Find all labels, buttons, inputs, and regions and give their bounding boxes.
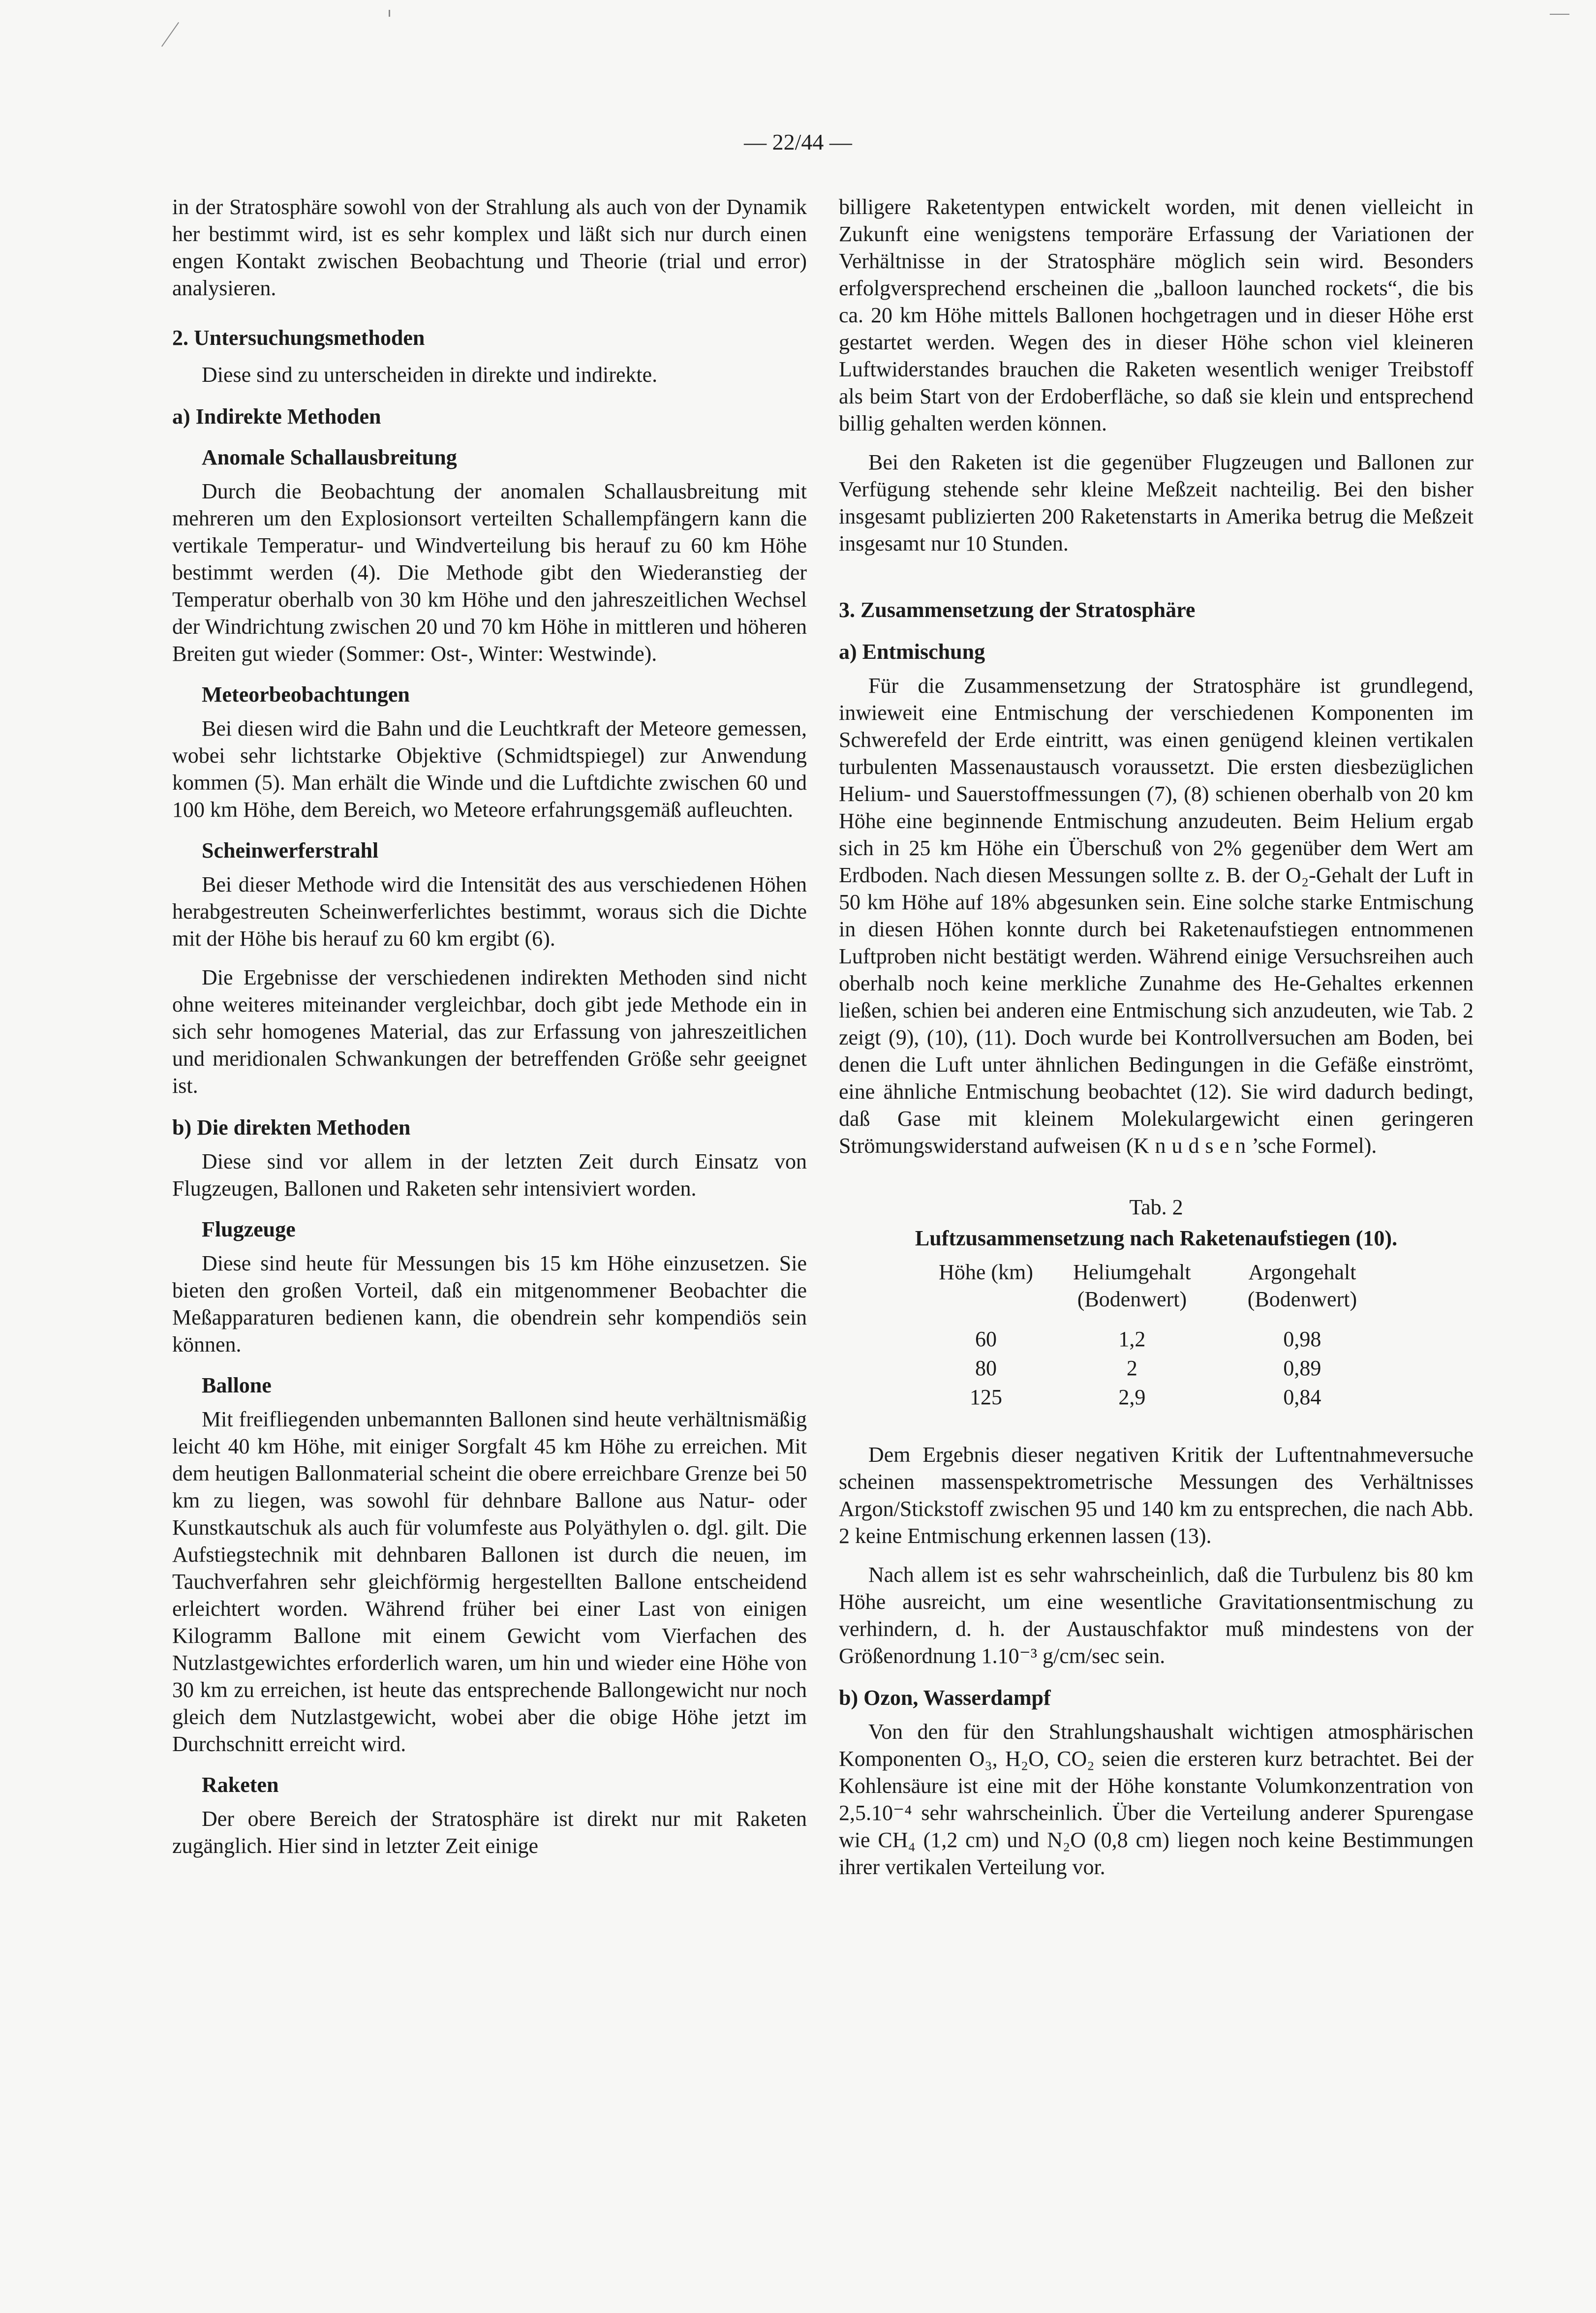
- table-caption: Tab. 2: [1129, 1195, 1183, 1219]
- table-title: Luftzusammensetzung nach Raketenaufstiegen (10).: [915, 1226, 1398, 1250]
- paragraph: Nach allem ist es sehr wahrscheinlich, daß die Turbulenz bis 80 km Höhe ausreicht, um eine wesentliche Gravitationsentmischung zu verhindern, d. h. der Austauschfaktor muß mindestens von der Größenordnung 1.10⁻³ g/cm/sec sein.: [839, 1563, 1473, 1668]
- table-header-row: [925, 1259, 1387, 1313]
- paragraph: billigere Raketentypen entwickelt worden, mit denen vielleicht in Zukunft eine wenigstens temporäre Erfassung der Variationen der Verhältnisse in der Stratosphäre möglich sein wird. Besonders erfolgversprechend erscheinen die „balloon launched rockets“, die bis ca. 20 km Höhe mittels Ballonen hochgetragen und in dieser Höhe erst gestartet werden. Wegen des in dieser Höhe schon viel kleineren Luftwiderstandes brauchen die Raketen wesentlich weniger Treibstoff als beim Start von der Erdoberfläche, so daß sie klein und entsprechend billig gehalten werden können.: [839, 195, 1473, 435]
- table-row: [925, 1383, 1387, 1412]
- method-heading: Flugzeuge: [202, 1217, 296, 1241]
- table-cell: 80: [975, 1356, 997, 1380]
- paragraph: [839, 672, 1473, 1159]
- right-column: [839, 193, 1473, 1892]
- scan-mark: [161, 22, 179, 47]
- subsection-heading: a) Entmischung: [839, 640, 985, 664]
- paragraph: Von den für den Strahlungshaushalt wichtigen atmosphärischen Komponenten O₃, H₂O, CO₂ seien die ersteren kurz betrachtet. Bei der Kohlensäure ist eine mit der Höhe konstante Volumkonzentration von 2,5.10⁻⁴ sehr wahrscheinlich. Über die Verteilung anderer Spurengase wie CH₄ (1,2 cm) und N₂O (0,8 cm) liegen noch keine Bestimmungen ihrer vertikalen Verteilung vor.: [839, 1720, 1473, 1879]
- subsection-heading: b) Die direkten Methoden: [172, 1115, 411, 1140]
- paragraph-text: ’sche Formel).: [1252, 1134, 1377, 1158]
- paragraph: Diese sind vor allem in der letzten Zeit durch Einsatz von Flugzeugen, Ballonen und Raketen sehr intensiviert worden.: [172, 1149, 807, 1201]
- paragraph: Durch die Beobachtung der anomalen Schallausbreitung mit mehreren um den Explosionsort verteilten Schallempfängern kann die vertikale Temperatur- und Windverteilung bis herauf zu 60 km Höhe bestimmt werden (4). Die Methode gibt den Wiederanstieg der Temperatur oberhalb von 30 km Höhe und den jahreszeitlichen Wechsel der Windrichtung zwischen 20 und 70 km Höhe in mittleren und höheren Breiten gut wieder (Sommer: Ost-, Winter: Westwinde).: [172, 479, 807, 666]
- author-name: Knudsen: [1133, 1134, 1252, 1158]
- paragraph: Bei den Raketen ist die gegenüber Flugzeugen und Ballonen zur Verfügung stehende sehr kleine Meßzeit nachteilig. Bei den bisher insgesamt publizierten 200 Raketenstarts in Amerika betrug die Meßzeit insgesamt nur 10 Stunden.: [839, 450, 1473, 555]
- table-cell: 0,98: [1283, 1327, 1321, 1351]
- table-row: [925, 1313, 1387, 1354]
- left-column: [172, 193, 807, 1871]
- paragraph: Mit freifliegenden unbemannten Ballonen sind heute verhältnismäßig leicht 40 km Höhe, mit einiger Sorgfalt 45 km Höhe zu erreichen. Mit dem heutigen Ballonmaterial scheint die obere erreichbare Grenze bei 50 km zu liegen, was sowohl für dehnbare Ballone aus Natur- oder Kunstkautschuk als auch für volumfeste aus Polyäthylen o. dgl. gilt. Die Aufstiegstechnik mit dehnbaren Ballonen ist durch die neuen, im Tauchverfahren sehr gleichförmig hergestellten Ballone entscheidend erleichtert worden. Während früher bei einer Last von einigen Kilogramm Ballone mit einem Gewicht vom Vierfachen des Nutzlastgewichtes erforderlich waren, um hin und wieder eine Höhe von 30 km zu erreichen, ist heute das entsprechende Ballongewicht nur noch gleich dem Nutzlastgewicht, wobei aber die obige Höhe jetzt im Durchschnitt erreicht wird.: [172, 1407, 807, 1756]
- table-row: [925, 1354, 1387, 1383]
- method-heading: Ballone: [202, 1373, 272, 1397]
- page-number: — 22/44 —: [744, 129, 852, 154]
- paragraph: Bei diesen wird die Bahn und die Leuchtkraft der Meteore gemessen, wobei sehr lichtstarke Objektive (Schmidtspiegel) zur Anwendung kommen (5). Man erhält die Winde und die Luftdichte zwischen 60 und 100 km Höhe, dem Bereich, wo Meteore erfahrungsgemäß aufleuchten.: [172, 716, 807, 822]
- composition-table: [925, 1259, 1387, 1412]
- table-cell: 125: [970, 1385, 1002, 1409]
- section-heading: 3. Zusammensetzung der Stratosphäre: [839, 598, 1196, 622]
- paragraph: Die Ergebnisse der verschiedenen indirekten Methoden sind nicht ohne weiteres miteinander vergleichbar, doch gibt jede Methode ein in sich sehr homogenes Material, das zur Erfassung von jahreszeitlichen und meridionalen Schwankungen der betreffenden Größe sehr geeignet ist.: [172, 965, 807, 1098]
- scan-mark: [389, 10, 390, 17]
- subsection-heading: b) Ozon, Wasserdampf: [839, 1686, 1051, 1710]
- table-cell: 0,89: [1283, 1356, 1321, 1380]
- section-heading: 2. Untersuchungsmethoden: [172, 326, 425, 350]
- paragraph: Der obere Bereich der Stratosphäre ist direkt nur mit Raketen zugänglich. Hier sind in letzter Zeit einige: [172, 1807, 807, 1858]
- method-heading: Anomale Schallausbreitung: [202, 445, 457, 469]
- table-cell: 0,84: [1283, 1385, 1321, 1409]
- table-cell: 60: [975, 1327, 997, 1351]
- subsection-heading: a) Indirekte Methoden: [172, 404, 381, 429]
- method-heading: Scheinwerferstrahl: [202, 838, 379, 863]
- table-2: [839, 1194, 1473, 1412]
- method-heading: Raketen: [202, 1773, 279, 1797]
- table-cell: 2: [1126, 1356, 1137, 1380]
- paragraph: Bei dieser Methode wird die Intensität des aus verschiedenen Höhen herabgestreuten Scheinwerferlichtes bestimmt, woraus sich die Dichte mit der Höhe bis herauf zu 60 km ergibt (6).: [172, 872, 807, 951]
- table-cell: 2,9: [1118, 1385, 1146, 1409]
- paragraph-text: Für die Zusammensetzung der Stratosphäre ist grundlegend, inwieweit eine Entmischung der verschiedenen Komponenten im Schwerefeld der Erde eintritt, was einen genügend kleinen vertikalen turbulenten Massenaustausch voraussetzt. Die ersten diesbezüglichen Helium- und Sauerstoffmessungen (7), (8) schienen oberhalb von 20 km Höhe eine beginnende Entmischung anzudeuten. Beim Helium ergab sich in 25 km Höhe ein Überschuß von 2% gegenüber dem Wert am Erdboden. Nach diesen Messungen sollte z. B. der O₂-Gehalt der Luft in 50 km Höhe auf 18% abgesunken sein. Eine solche starke Entmischung in diesen Höhen konnte durch bei Raketenaufstiegen entnommenen Luftproben nicht bestätigt werden. Während einige Versuchsreihen auch oberhalb noch keine merkliche Zunahme des He-Gehaltes erkennen ließen, schien bei anderen eine Entmischung sich anzudeuten, wie Tab. 2 zeigt (9), (10), (11). Doch wurde bei Kontrollversuchen am Boden, bei denen die Luft unter ähnlichen Bedingungen in die Gefäße einströmt, eine ähnliche Entmischung beobachtet (12). Sie wird dadurch bedingt, daß Gase mit kleinem Molekulargewicht einen geringeren Strömungswiderstand aufweisen (: [839, 674, 1473, 1158]
- paragraph: Diese sind zu unterscheiden in direkte und indirekte.: [202, 363, 658, 387]
- method-heading: Meteorbeobachtungen: [202, 682, 410, 707]
- scan-mark: [1550, 14, 1569, 15]
- table-cell: 1,2: [1118, 1327, 1146, 1351]
- column-header: Höhe (km): [939, 1260, 1033, 1284]
- column-header: Heliumgehalt (Bodenwert): [1073, 1260, 1191, 1311]
- paragraph: in der Stratosphäre sowohl von der Strahlung als auch von der Dynamik her bestimmt wird, ist es sehr komplex und läßt sich nur durch einen engen Kontakt zwischen Beobachtung und Theorie (trial und error) analysieren.: [172, 195, 807, 300]
- column-header: Argongehalt (Bodenwert): [1247, 1260, 1357, 1311]
- paragraph: Diese sind heute für Messungen bis 15 km Höhe einzusetzen. Sie bieten den großen Vorteil, daß ein mitgenommener Beobachter die Meßapparaturen bedienen kann, die obendrein sehr kompendiös sein können.: [172, 1251, 807, 1357]
- paragraph: Dem Ergebnis dieser negativen Kritik der Luftentnahmeversuche scheinen massenspektrometrische Messungen des Verhältnisses Argon/Stickstoff zwischen 95 und 140 km zu entsprechen, die nach Abb. 2 keine Entmischung erkennen lassen (13).: [839, 1443, 1473, 1548]
